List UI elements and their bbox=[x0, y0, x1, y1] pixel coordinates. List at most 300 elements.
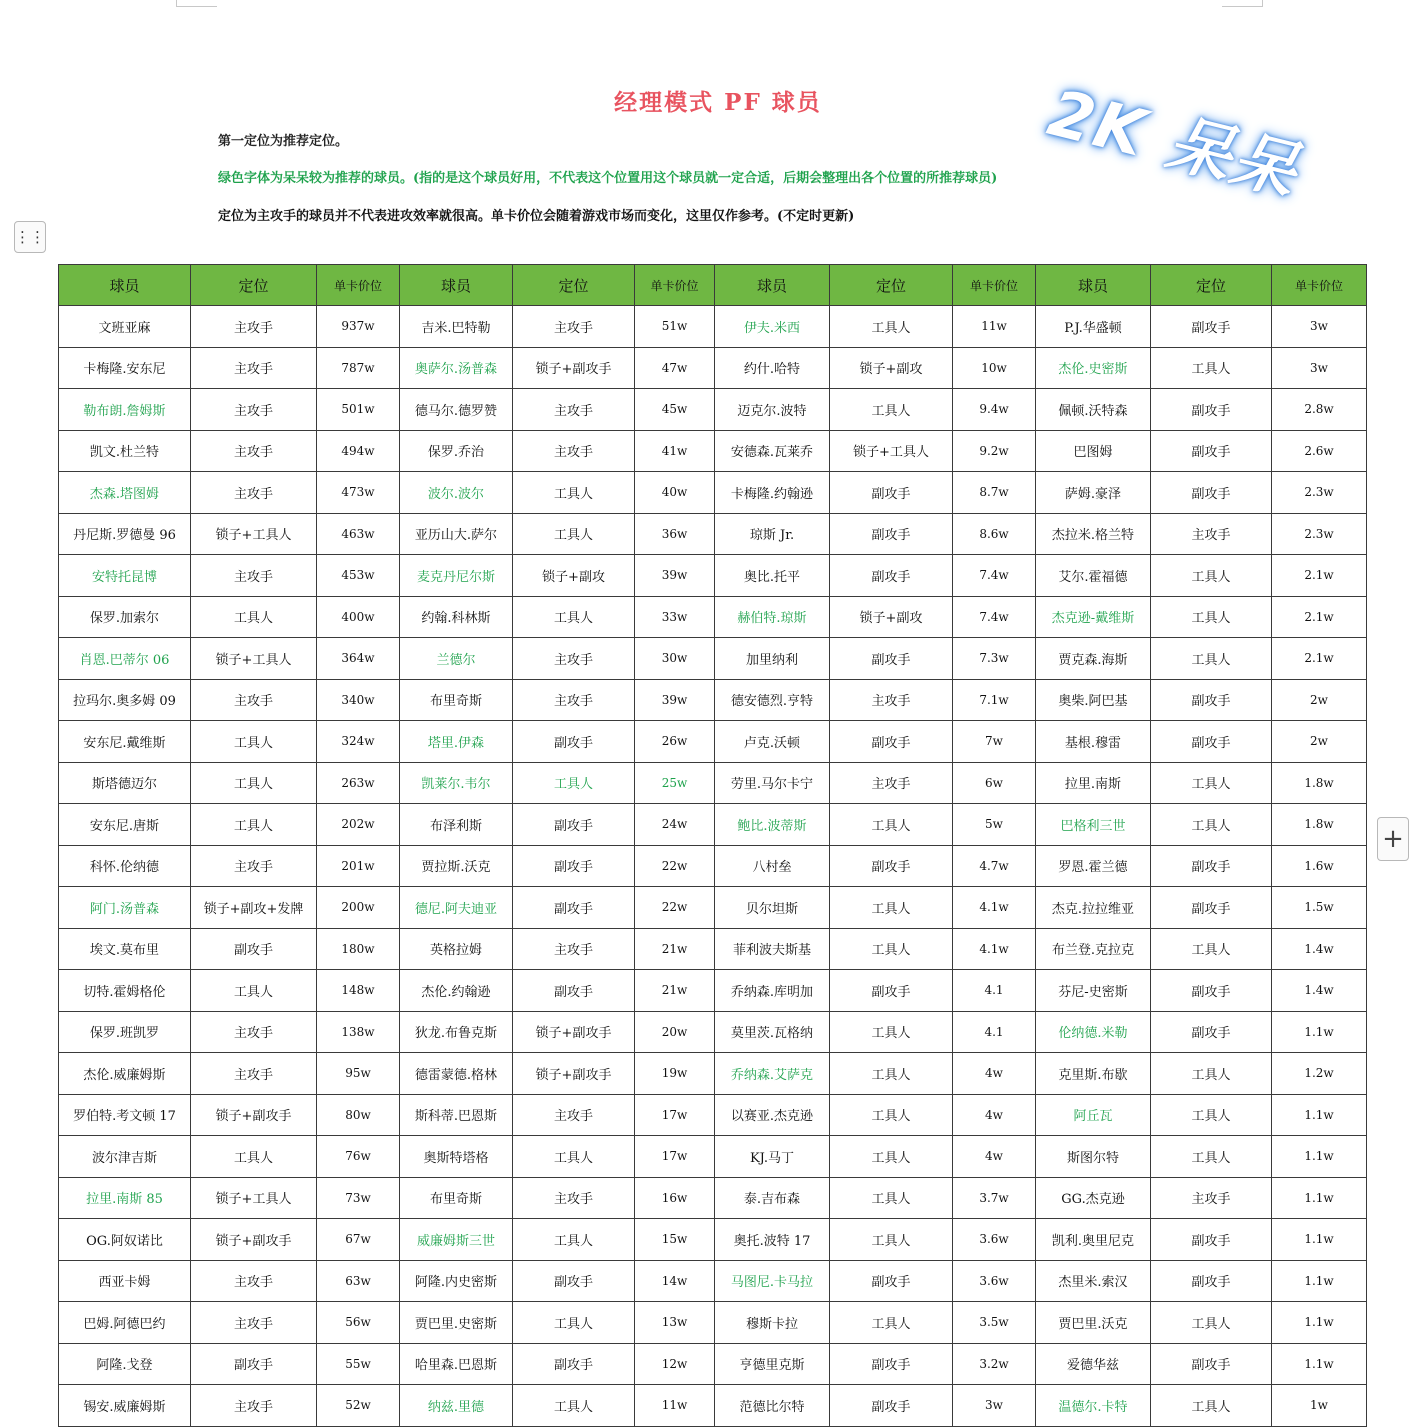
player-cell: 泰.吉布森 bbox=[715, 1177, 830, 1219]
price-cell: 494w bbox=[317, 430, 400, 472]
position-cell: 锁子+工具人 bbox=[191, 1177, 317, 1219]
position-cell: 工具人 bbox=[191, 721, 317, 763]
table-row bbox=[59, 804, 1367, 846]
player-cell: 佩顿.沃特森 bbox=[1036, 389, 1151, 431]
price-cell: 4.1w bbox=[953, 887, 1036, 929]
price-cell: 19w bbox=[635, 1053, 715, 1095]
position-cell: 副攻手 bbox=[1151, 1219, 1272, 1261]
player-cell: 哈里森.巴恩斯 bbox=[400, 1343, 513, 1385]
price-cell: 25w bbox=[635, 762, 715, 804]
player-cell: 吉米.巴特勒 bbox=[400, 306, 513, 348]
price-cell: 2.8w bbox=[1272, 389, 1367, 431]
table-row bbox=[59, 430, 1367, 472]
price-cell: 501w bbox=[317, 389, 400, 431]
player-cell: 菲利波夫斯基 bbox=[715, 928, 830, 970]
player-cell: 杰伦.史密斯 bbox=[1036, 347, 1151, 389]
position-cell: 锁子+工具人 bbox=[191, 638, 317, 680]
price-cell: 10w bbox=[953, 347, 1036, 389]
price-cell: 22w bbox=[635, 887, 715, 929]
price-cell: 52w bbox=[317, 1385, 400, 1427]
position-cell: 工具人 bbox=[1151, 1094, 1272, 1136]
player-cell: 莫里茨.瓦格纳 bbox=[715, 1011, 830, 1053]
position-cell: 锁子+副攻 bbox=[830, 596, 953, 638]
price-cell: 4w bbox=[953, 1053, 1036, 1095]
position-cell: 主攻手 bbox=[1151, 513, 1272, 555]
player-cell: 乔纳森.库明加 bbox=[715, 970, 830, 1012]
price-cell: 80w bbox=[317, 1094, 400, 1136]
position-cell: 副攻手 bbox=[830, 721, 953, 763]
position-cell: 主攻手 bbox=[513, 679, 635, 721]
player-cell: 拉玛尔.奥多姆 09 bbox=[59, 679, 191, 721]
position-cell: 主攻手 bbox=[513, 1177, 635, 1219]
table-row bbox=[59, 970, 1367, 1012]
table-header-row bbox=[59, 265, 1367, 306]
price-cell: 30w bbox=[635, 638, 715, 680]
price-cell: 340w bbox=[317, 679, 400, 721]
price-cell: 4w bbox=[953, 1136, 1036, 1178]
price-cell: 148w bbox=[317, 970, 400, 1012]
position-cell: 副攻手 bbox=[1151, 430, 1272, 472]
price-cell: 8.6w bbox=[953, 513, 1036, 555]
header-position-3: 定位 bbox=[830, 265, 953, 306]
position-cell: 主攻手 bbox=[191, 430, 317, 472]
price-cell: 63w bbox=[317, 1260, 400, 1302]
price-cell: 202w bbox=[317, 804, 400, 846]
price-cell: 4.1 bbox=[953, 970, 1036, 1012]
table-row bbox=[59, 1011, 1367, 1053]
player-cell: 杰森.塔图姆 bbox=[59, 472, 191, 514]
price-cell: 1.1w bbox=[1272, 1260, 1367, 1302]
position-cell: 锁子+工具人 bbox=[191, 513, 317, 555]
price-cell: 7w bbox=[953, 721, 1036, 763]
player-cell: 西亚卡姆 bbox=[59, 1260, 191, 1302]
position-cell: 工具人 bbox=[1151, 555, 1272, 597]
player-cell: 斯图尔特 bbox=[1036, 1136, 1151, 1178]
price-cell: 4w bbox=[953, 1094, 1036, 1136]
position-cell: 工具人 bbox=[513, 762, 635, 804]
price-cell: 1.1w bbox=[1272, 1011, 1367, 1053]
position-cell: 工具人 bbox=[513, 1385, 635, 1427]
price-cell: 787w bbox=[317, 347, 400, 389]
price-cell: 7.1w bbox=[953, 679, 1036, 721]
position-cell: 工具人 bbox=[1151, 804, 1272, 846]
header-price-1: 单卡价位 bbox=[317, 265, 400, 306]
player-cell: 奥萨尔.汤普森 bbox=[400, 347, 513, 389]
position-cell: 工具人 bbox=[513, 513, 635, 555]
position-cell: 副攻手 bbox=[830, 1385, 953, 1427]
player-cell: 奥托.波特 17 bbox=[715, 1219, 830, 1261]
price-cell: 1.1w bbox=[1272, 1219, 1367, 1261]
player-cell: 杰伦.威廉姆斯 bbox=[59, 1053, 191, 1095]
position-cell: 副攻手 bbox=[1151, 472, 1272, 514]
table-row bbox=[59, 762, 1367, 804]
position-cell: 工具人 bbox=[830, 887, 953, 929]
price-cell: 24w bbox=[635, 804, 715, 846]
price-cell: 201w bbox=[317, 845, 400, 887]
position-cell: 副攻手 bbox=[830, 1343, 953, 1385]
position-cell: 主攻手 bbox=[513, 928, 635, 970]
position-cell: 副攻手 bbox=[830, 845, 953, 887]
player-cell: 德尼.阿夫迪亚 bbox=[400, 887, 513, 929]
player-cell: 狄龙.布鲁克斯 bbox=[400, 1011, 513, 1053]
price-cell: 11w bbox=[635, 1385, 715, 1427]
player-cell: 杰拉米.格兰特 bbox=[1036, 513, 1151, 555]
position-cell: 副攻手 bbox=[513, 970, 635, 1012]
price-cell: 3.6w bbox=[953, 1260, 1036, 1302]
position-cell: 主攻手 bbox=[513, 1094, 635, 1136]
position-cell: 主攻手 bbox=[191, 845, 317, 887]
player-cell: 德马尔.德罗赞 bbox=[400, 389, 513, 431]
price-cell: 45w bbox=[635, 389, 715, 431]
position-cell: 工具人 bbox=[1151, 1053, 1272, 1095]
player-cell: 阿丘瓦 bbox=[1036, 1094, 1151, 1136]
note-disclaimer: 定位为主攻手的球员并不代表进攻效率就很高。单卡价位会随着游戏市场而变化，这里仅作参考。(不定时更新) bbox=[218, 209, 855, 224]
price-cell: 263w bbox=[317, 762, 400, 804]
position-cell: 锁子+副攻手 bbox=[513, 1053, 635, 1095]
position-cell: 工具人 bbox=[191, 596, 317, 638]
player-cell: 锡安.威廉姆斯 bbox=[59, 1385, 191, 1427]
position-cell: 副攻手 bbox=[513, 804, 635, 846]
position-cell: 副攻手 bbox=[1151, 306, 1272, 348]
player-cell: 罗伯特.考文顿 17 bbox=[59, 1094, 191, 1136]
position-cell: 主攻手 bbox=[191, 1011, 317, 1053]
price-cell: 453w bbox=[317, 555, 400, 597]
player-cell: 巴姆.阿德巴约 bbox=[59, 1302, 191, 1344]
table-row bbox=[59, 638, 1367, 680]
table-row bbox=[59, 887, 1367, 929]
note-green-recommended: 绿色字体为呆呆较为推荐的球员。(指的是这个球员好用，不代表这个位置用这个球员就一定合适，后期会整理出各个位置的所推荐球员) bbox=[218, 171, 998, 186]
price-cell: 1.1w bbox=[1272, 1094, 1367, 1136]
table-row bbox=[59, 347, 1367, 389]
position-cell: 副攻手 bbox=[513, 845, 635, 887]
price-cell: 12w bbox=[635, 1343, 715, 1385]
price-cell: 1.4w bbox=[1272, 970, 1367, 1012]
player-cell: 卡梅隆.约翰逊 bbox=[715, 472, 830, 514]
table-body bbox=[59, 306, 1367, 1427]
table-row bbox=[59, 1260, 1367, 1302]
position-cell: 副攻手 bbox=[1151, 1343, 1272, 1385]
table-row bbox=[59, 596, 1367, 638]
price-cell: 33w bbox=[635, 596, 715, 638]
player-cell: 卡梅隆.安东尼 bbox=[59, 347, 191, 389]
price-cell: 1.8w bbox=[1272, 762, 1367, 804]
price-cell: 2.3w bbox=[1272, 472, 1367, 514]
price-cell: 39w bbox=[635, 679, 715, 721]
position-cell: 主攻手 bbox=[830, 679, 953, 721]
table-drag-handle-icon[interactable]: ⋮⋮ bbox=[14, 221, 46, 253]
player-cell: 布兰登.克拉克 bbox=[1036, 928, 1151, 970]
price-cell: 20w bbox=[635, 1011, 715, 1053]
player-cell: 文班亚麻 bbox=[59, 306, 191, 348]
price-cell: 1.1w bbox=[1272, 1136, 1367, 1178]
position-cell: 副攻手 bbox=[513, 1260, 635, 1302]
player-cell: 布里奇斯 bbox=[400, 1177, 513, 1219]
price-cell: 6w bbox=[953, 762, 1036, 804]
table-row bbox=[59, 472, 1367, 514]
player-cell: 温德尔.卡特 bbox=[1036, 1385, 1151, 1427]
price-cell: 3.7w bbox=[953, 1177, 1036, 1219]
player-cell: 艾尔.霍福德 bbox=[1036, 555, 1151, 597]
player-cell: 杰伦.约翰逊 bbox=[400, 970, 513, 1012]
position-cell: 主攻手 bbox=[191, 472, 317, 514]
header-player-4: 球员 bbox=[1036, 265, 1151, 306]
table-row bbox=[59, 679, 1367, 721]
player-cell: 克里斯.布歇 bbox=[1036, 1053, 1151, 1095]
price-cell: 55w bbox=[317, 1343, 400, 1385]
player-cell: 贾拉斯.沃克 bbox=[400, 845, 513, 887]
position-cell: 主攻手 bbox=[191, 389, 317, 431]
price-cell: 1.5w bbox=[1272, 887, 1367, 929]
position-cell: 副攻手 bbox=[1151, 970, 1272, 1012]
position-cell: 主攻手 bbox=[191, 679, 317, 721]
price-cell: 937w bbox=[317, 306, 400, 348]
player-cell: KJ.马丁 bbox=[715, 1136, 830, 1178]
price-cell: 7.4w bbox=[953, 596, 1036, 638]
player-cell: 德安德烈.亨特 bbox=[715, 679, 830, 721]
position-cell: 工具人 bbox=[830, 1136, 953, 1178]
position-cell: 主攻手 bbox=[191, 1385, 317, 1427]
player-cell: OG.阿奴诺比 bbox=[59, 1219, 191, 1261]
price-cell: 180w bbox=[317, 928, 400, 970]
price-cell: 463w bbox=[317, 513, 400, 555]
position-cell: 主攻手 bbox=[191, 555, 317, 597]
price-cell: 51w bbox=[635, 306, 715, 348]
price-cell: 1.4w bbox=[1272, 928, 1367, 970]
position-cell: 工具人 bbox=[1151, 928, 1272, 970]
player-cell: 凯利.奥里尼克 bbox=[1036, 1219, 1151, 1261]
player-cell: 安东尼.戴维斯 bbox=[59, 721, 191, 763]
table-row bbox=[59, 1302, 1367, 1344]
position-cell: 工具人 bbox=[513, 1302, 635, 1344]
player-cell: 斯塔德迈尔 bbox=[59, 762, 191, 804]
player-cell: 迈克尔.波特 bbox=[715, 389, 830, 431]
price-cell: 2w bbox=[1272, 721, 1367, 763]
position-cell: 工具人 bbox=[1151, 638, 1272, 680]
price-cell: 324w bbox=[317, 721, 400, 763]
table-row bbox=[59, 1219, 1367, 1261]
player-cell: 保罗.加索尔 bbox=[59, 596, 191, 638]
price-cell: 1.1w bbox=[1272, 1343, 1367, 1385]
price-cell: 26w bbox=[635, 721, 715, 763]
price-cell: 17w bbox=[635, 1094, 715, 1136]
player-cell: 布泽利斯 bbox=[400, 804, 513, 846]
player-cell: 纳兹.里德 bbox=[400, 1385, 513, 1427]
player-cell: 斯科蒂.巴恩斯 bbox=[400, 1094, 513, 1136]
price-cell: 2.1w bbox=[1272, 555, 1367, 597]
position-cell: 副攻手 bbox=[1151, 887, 1272, 929]
position-cell: 主攻手 bbox=[191, 1260, 317, 1302]
player-cell: 卢克.沃顿 bbox=[715, 721, 830, 763]
position-cell: 工具人 bbox=[191, 970, 317, 1012]
table-row bbox=[59, 1136, 1367, 1178]
position-cell: 副攻手 bbox=[830, 970, 953, 1012]
price-cell: 76w bbox=[317, 1136, 400, 1178]
player-cell: 基根.穆雷 bbox=[1036, 721, 1151, 763]
position-cell: 副攻手 bbox=[830, 638, 953, 680]
price-cell: 1w bbox=[1272, 1385, 1367, 1427]
price-cell: 95w bbox=[317, 1053, 400, 1095]
position-cell: 副攻手 bbox=[830, 472, 953, 514]
price-cell: 9.4w bbox=[953, 389, 1036, 431]
player-cell: 兰德尔 bbox=[400, 638, 513, 680]
price-cell: 3w bbox=[1272, 347, 1367, 389]
price-cell: 16w bbox=[635, 1177, 715, 1219]
position-cell: 副攻手 bbox=[1151, 1260, 1272, 1302]
position-cell: 工具人 bbox=[191, 1136, 317, 1178]
player-cell: 波尔.波尔 bbox=[400, 472, 513, 514]
player-cell: 杰里米.索汉 bbox=[1036, 1260, 1151, 1302]
player-table bbox=[58, 264, 1367, 1427]
player-cell: 劳里.马尔卡宁 bbox=[715, 762, 830, 804]
table-row bbox=[59, 1053, 1367, 1095]
player-cell: 爱德华兹 bbox=[1036, 1343, 1151, 1385]
player-cell: 萨姆.豪泽 bbox=[1036, 472, 1151, 514]
price-cell: 17w bbox=[635, 1136, 715, 1178]
position-cell: 副攻手 bbox=[513, 887, 635, 929]
position-cell: 工具人 bbox=[830, 389, 953, 431]
price-cell: 7.4w bbox=[953, 555, 1036, 597]
position-cell: 主攻手 bbox=[191, 347, 317, 389]
add-row-button[interactable]: + bbox=[1377, 817, 1409, 861]
price-cell: 2.6w bbox=[1272, 430, 1367, 472]
position-cell: 主攻手 bbox=[513, 430, 635, 472]
player-cell: 以赛亚.杰克逊 bbox=[715, 1094, 830, 1136]
position-cell: 主攻手 bbox=[513, 306, 635, 348]
position-cell: 工具人 bbox=[191, 762, 317, 804]
player-cell: GG.杰克逊 bbox=[1036, 1177, 1151, 1219]
position-cell: 锁子+副攻+发牌 bbox=[191, 887, 317, 929]
price-cell: 2.1w bbox=[1272, 638, 1367, 680]
table-row bbox=[59, 721, 1367, 763]
player-cell: P.J.华盛顿 bbox=[1036, 306, 1151, 348]
position-cell: 工具人 bbox=[830, 1094, 953, 1136]
position-cell: 锁子+副攻手 bbox=[191, 1219, 317, 1261]
price-cell: 39w bbox=[635, 555, 715, 597]
player-cell: 穆斯卡拉 bbox=[715, 1302, 830, 1344]
position-cell: 主攻手 bbox=[513, 389, 635, 431]
page-corner-mark-left bbox=[176, 0, 217, 7]
position-cell: 副攻手 bbox=[513, 1343, 635, 1385]
position-cell: 工具人 bbox=[830, 1053, 953, 1095]
player-cell: 安东尼.唐斯 bbox=[59, 804, 191, 846]
player-cell: 贾巴里.沃克 bbox=[1036, 1302, 1151, 1344]
price-cell: 47w bbox=[635, 347, 715, 389]
table-row bbox=[59, 928, 1367, 970]
position-cell: 工具人 bbox=[513, 596, 635, 638]
player-cell: 拉里.南斯 bbox=[1036, 762, 1151, 804]
price-cell: 15w bbox=[635, 1219, 715, 1261]
price-cell: 2.1w bbox=[1272, 596, 1367, 638]
price-cell: 138w bbox=[317, 1011, 400, 1053]
price-cell: 21w bbox=[635, 970, 715, 1012]
player-cell: 保罗.班凯罗 bbox=[59, 1011, 191, 1053]
price-cell: 4.7w bbox=[953, 845, 1036, 887]
player-cell: 亨德里克斯 bbox=[715, 1343, 830, 1385]
price-cell: 4.1w bbox=[953, 928, 1036, 970]
table-row bbox=[59, 1343, 1367, 1385]
player-cell: 鲍比.波蒂斯 bbox=[715, 804, 830, 846]
price-cell: 400w bbox=[317, 596, 400, 638]
header-player-1: 球员 bbox=[59, 265, 191, 306]
position-cell: 副攻手 bbox=[513, 721, 635, 763]
player-cell: 罗恩.霍兰德 bbox=[1036, 845, 1151, 887]
price-cell: 364w bbox=[317, 638, 400, 680]
table-row bbox=[59, 1385, 1367, 1427]
position-cell: 工具人 bbox=[830, 1219, 953, 1261]
player-cell: 八村垒 bbox=[715, 845, 830, 887]
player-cell: 贾巴里.史密斯 bbox=[400, 1302, 513, 1344]
player-cell: 肖恩.巴蒂尔 06 bbox=[59, 638, 191, 680]
price-cell: 14w bbox=[635, 1260, 715, 1302]
header-price-3: 单卡价位 bbox=[953, 265, 1036, 306]
position-cell: 工具人 bbox=[830, 928, 953, 970]
price-cell: 8.7w bbox=[953, 472, 1036, 514]
price-cell: 73w bbox=[317, 1177, 400, 1219]
player-cell: 科怀.伦纳德 bbox=[59, 845, 191, 887]
price-cell: 473w bbox=[317, 472, 400, 514]
position-cell: 副攻手 bbox=[830, 513, 953, 555]
page-title: 经理模式 PF 球员 bbox=[614, 89, 822, 116]
player-cell: 德雷蒙德.格林 bbox=[400, 1053, 513, 1095]
player-cell: 约什.哈特 bbox=[715, 347, 830, 389]
table-row bbox=[59, 513, 1367, 555]
position-cell: 锁子+工具人 bbox=[830, 430, 953, 472]
position-cell: 工具人 bbox=[513, 1219, 635, 1261]
header-player-3: 球员 bbox=[715, 265, 830, 306]
position-cell: 工具人 bbox=[1151, 1302, 1272, 1344]
price-cell: 67w bbox=[317, 1219, 400, 1261]
player-cell: 琼斯 Jr. bbox=[715, 513, 830, 555]
position-cell: 副攻手 bbox=[191, 1343, 317, 1385]
price-cell: 3.5w bbox=[953, 1302, 1036, 1344]
position-cell: 锁子+副攻 bbox=[830, 347, 953, 389]
position-cell: 工具人 bbox=[830, 804, 953, 846]
price-cell: 2w bbox=[1272, 679, 1367, 721]
player-cell: 安特托昆博 bbox=[59, 555, 191, 597]
player-cell: 赫伯特.琼斯 bbox=[715, 596, 830, 638]
player-cell: 阿门.汤普森 bbox=[59, 887, 191, 929]
player-cell: 拉里.南斯 85 bbox=[59, 1177, 191, 1219]
table-row bbox=[59, 389, 1367, 431]
player-cell: 巴图姆 bbox=[1036, 430, 1151, 472]
position-cell: 工具人 bbox=[513, 1136, 635, 1178]
player-cell: 范德比尔特 bbox=[715, 1385, 830, 1427]
position-cell: 工具人 bbox=[1151, 1385, 1272, 1427]
price-cell: 11w bbox=[953, 306, 1036, 348]
player-cell: 埃文.莫布里 bbox=[59, 928, 191, 970]
position-cell: 副攻手 bbox=[1151, 679, 1272, 721]
note-primary-position: 第一定位为推荐定位。 bbox=[218, 134, 349, 149]
position-cell: 工具人 bbox=[1151, 1136, 1272, 1178]
position-cell: 工具人 bbox=[1151, 762, 1272, 804]
price-cell: 41w bbox=[635, 430, 715, 472]
player-cell: 贝尔坦斯 bbox=[715, 887, 830, 929]
header-price-2: 单卡价位 bbox=[635, 265, 715, 306]
player-cell: 加里纳利 bbox=[715, 638, 830, 680]
price-cell: 7.3w bbox=[953, 638, 1036, 680]
position-cell: 工具人 bbox=[513, 472, 635, 514]
player-cell: 安德森.瓦莱乔 bbox=[715, 430, 830, 472]
price-cell: 1.8w bbox=[1272, 804, 1367, 846]
position-cell: 锁子+副攻手 bbox=[513, 1011, 635, 1053]
position-cell: 副攻手 bbox=[1151, 389, 1272, 431]
watermark-2k-daidai: 2K 呆呆 bbox=[1041, 76, 1306, 210]
header-position-2: 定位 bbox=[513, 265, 635, 306]
player-cell: 约翰.科林斯 bbox=[400, 596, 513, 638]
player-cell: 凯文.杜兰特 bbox=[59, 430, 191, 472]
player-cell: 麦克丹尼尔斯 bbox=[400, 555, 513, 597]
header-player-2: 球员 bbox=[400, 265, 513, 306]
